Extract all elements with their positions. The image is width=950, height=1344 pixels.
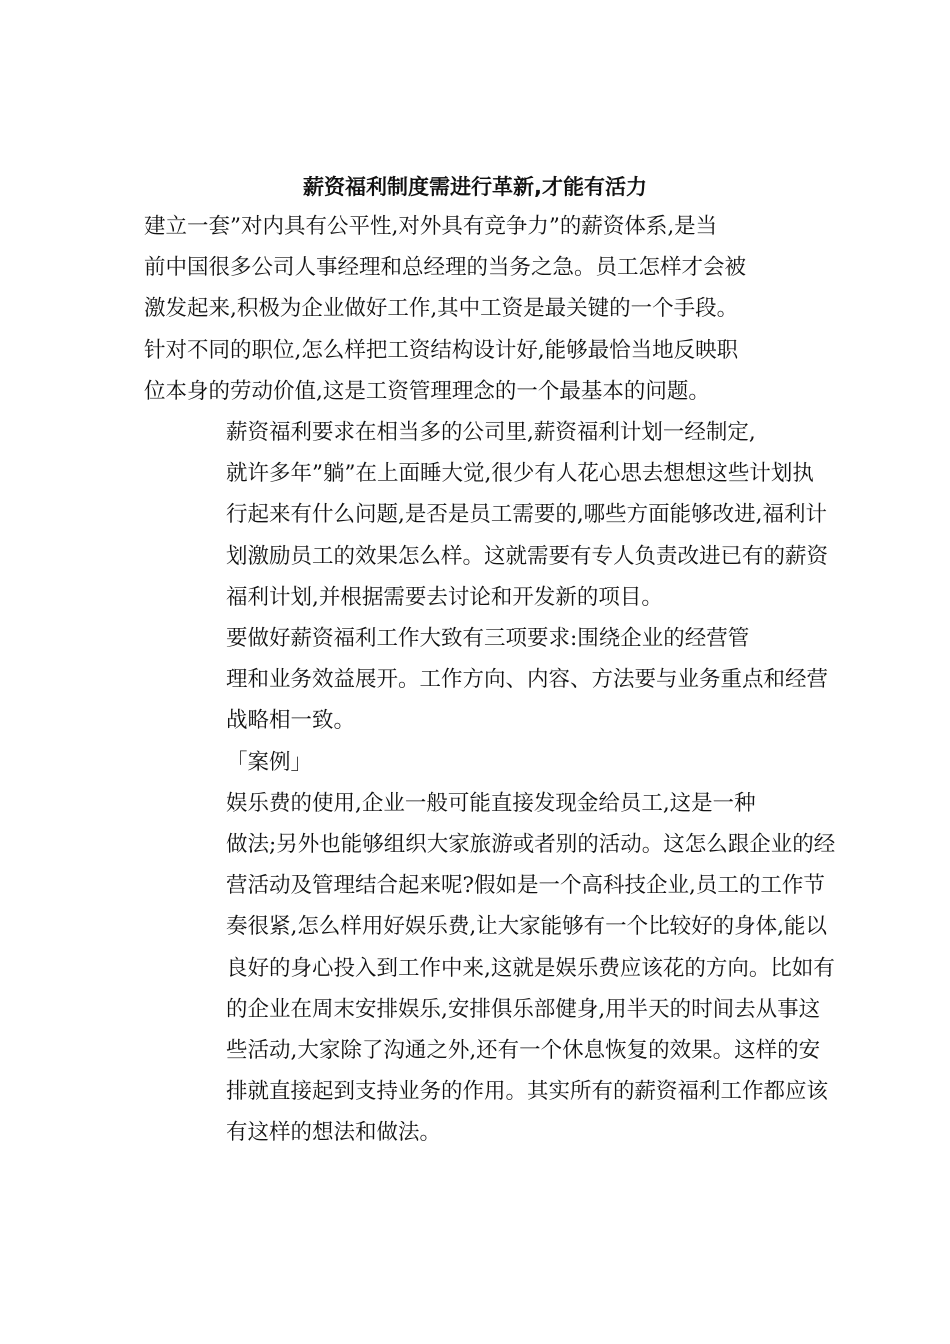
text-line: 做法;另外也能够组织大家旅游或者别的活动。这怎么跟企业的经 xyxy=(226,832,836,858)
text-line: 的企业在周末安排娱乐,安排俱乐部健身,用半天的时间去从事这 xyxy=(226,996,821,1022)
text-line: 建立一套”对内具有公平性,对外具有竞争力”的薪资体系,是当 xyxy=(144,214,718,239)
text-line: 有这样的想法和做法。 xyxy=(226,1120,442,1146)
document-body xyxy=(144,206,836,1154)
text-line: 些活动,大家除了沟通之外,还有一个休息恢复的效果。这样的安 xyxy=(226,1038,821,1064)
text-line: 良好的身心投入到工作中来,这就是娱乐费应该花的方向。比如有 xyxy=(226,955,835,981)
text-line: 奏很紧,怎么样用好娱乐费,让大家能够有一个比较好的身体,能以 xyxy=(226,914,828,940)
paragraph xyxy=(144,206,806,412)
paragraph xyxy=(144,742,806,783)
text-line: 位本身的劳动价值,这是工资管理理念的一个最基本的问题。 xyxy=(144,378,710,404)
text-line: 针对不同的职位,怎么样把工资结构设计好,能够最恰当地反映职 xyxy=(144,337,739,363)
text-line: 战略相一致。 xyxy=(226,708,356,734)
text-line: 娱乐费的使用,企业一般可能直接发现金给员工,这是一种 xyxy=(226,790,756,816)
text-line: 要做好薪资福利工作大致有三项要求:围绕企业的经营管 xyxy=(226,626,750,652)
text-line: 划激励员工的效果怎么样。这就需要有专人负责改进已有的薪资 xyxy=(226,543,829,569)
paragraph xyxy=(144,783,836,1154)
text-line: 行起来有什么问题,是否是员工需要的,哪些方面能够改进,福利计 xyxy=(226,502,828,528)
text-line: 理和业务效益展开。工作方向、内容、方法要与业务重点和经营 xyxy=(226,667,829,693)
page-title: 薪资福利制度需进行革新,才能有活力 xyxy=(303,175,647,199)
text-line: 排就直接起到支持业务的作用。其实所有的薪资福利工作都应该 xyxy=(226,1079,829,1105)
text-line: 营活动及管理结合起来呢?假如是一个高科技企业,员工的工作节 xyxy=(226,873,825,899)
text-line: 激发起来,积极为企业做好工作,其中工资是最关键的一个手段。 xyxy=(144,296,739,322)
text-line: 前中国很多公司人事经理和总经理的当务之急。员工怎样才会被 xyxy=(144,255,747,281)
paragraph xyxy=(144,412,829,618)
text-line: 就许多年”躺”在上面睡大觉,很少有人花心思去想想这些计划执 xyxy=(226,461,814,487)
paragraph xyxy=(144,618,829,742)
text-line: 「案例」 xyxy=(226,749,313,775)
text-line: 薪资福利要求在相当多的公司里,薪资福利计划一经制定, xyxy=(226,420,756,446)
text-line: 福利计划,并根据需要去讨论和开发新的项目。 xyxy=(226,584,663,610)
